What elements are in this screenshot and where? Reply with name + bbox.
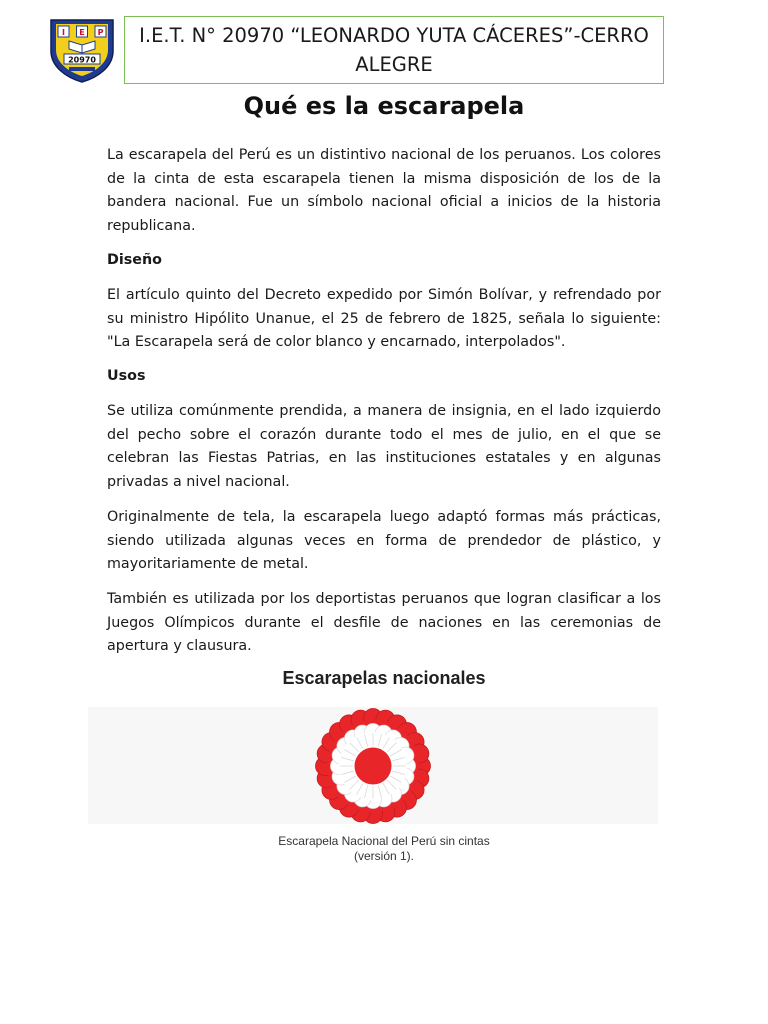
uses-paragraph-2: Originalmente de tela, la escarapela luego adaptó formas más prácticas, siendo utilizada algunas veces en forma de prendedor de plástico, y mayoritariamente de metal. (107, 509, 661, 572)
school-logo (47, 17, 117, 83)
svg-text:E: E (79, 28, 85, 37)
svg-text:20970: 20970 (68, 55, 96, 65)
caption-line-2: (versión 1). (353, 849, 415, 863)
cockade-image (314, 707, 432, 825)
school-name: I.E.T. N° 20970 “LEONARDO YUTA CÁCERES”-CERRO ALEGRE (139, 24, 649, 76)
uses-heading: Usos (107, 368, 146, 384)
uses-paragraph-3: También es utilizada por los deportistas peruanos que logran clasificar a los Juegos Olímpicos durante el desfile de naciones en las ceremonias de apertura y clausura. (107, 591, 661, 654)
svg-text:P: P (97, 28, 104, 37)
design-paragraph: El artículo quinto del Decreto expedido por Simón Bolívar, y refrendado por su ministro Hipólito Unanue, el 25 de febrero de 1825, señala lo siguiente: "La Escarapela será de color blanco y encarnado, interpolados". (107, 287, 661, 350)
design-heading: Diseño (107, 252, 162, 268)
figure-caption (0, 834, 768, 864)
uses-paragraph-1: Se utiliza comúnmente prendida, a manera de insignia, en el lado izquierdo del pecho sobre el corazón durante todo el mes de julio, en el que se celebran las Fiestas Patrias, en las instituciones estatales y en algunas privadas a nivel nacional. (107, 403, 661, 490)
cockade-center (355, 748, 392, 785)
intro-paragraph: La escarapela del Perú es un distintivo nacional de los peruanos. Los colores de la cinta de esta escarapela tienen la misma disposición de los de la bandera nacional. Fue un símbolo nacional oficial a inicios de la historia republicana. (107, 147, 661, 234)
svg-text:I: I (62, 28, 65, 37)
caption-line-1: Escarapela Nacional del Perú sin cintas (278, 834, 490, 848)
header-school-name-box (124, 16, 664, 84)
gallery-title: Escarapelas nacionales (282, 668, 486, 688)
page-title: Qué es la escarapela (243, 92, 525, 120)
